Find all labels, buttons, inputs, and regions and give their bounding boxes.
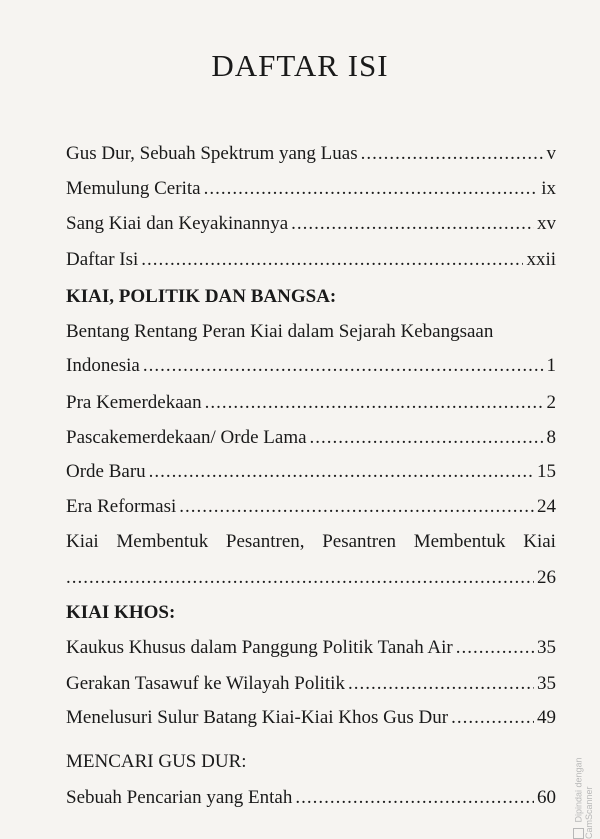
toc-entry-label: Gus Dur, Sebuah Spektrum yang Luas — [66, 143, 358, 164]
page-title: DAFTAR ISI — [211, 48, 389, 83]
toc-entry-page: 35 — [537, 637, 556, 658]
toc-entry[interactable] — [66, 212, 556, 236]
toc-entry-page: ix — [541, 178, 556, 199]
leader-dots — [456, 636, 534, 660]
toc-entry-label: Menelusuri Sulur Batang Kiai-Kiai Khos Gus Dur — [66, 707, 449, 728]
word: Membentuk — [116, 531, 209, 552]
section-heading: KIAI, POLITIK DAN BANGSA: — [66, 286, 337, 307]
toc-entry-page: 60 — [537, 787, 556, 808]
word: Pesantren — [322, 531, 397, 552]
toc-entry[interactable] — [66, 495, 556, 519]
leader-dots — [66, 566, 534, 590]
leader-dots — [291, 212, 534, 236]
leader-dots — [451, 706, 534, 730]
leader-dots — [204, 177, 539, 201]
scanner-watermark — [573, 720, 594, 839]
toc-entry-page: xv — [537, 213, 556, 234]
toc-entry-page: 1 — [546, 355, 556, 376]
leader-dots — [141, 248, 523, 272]
toc-entry[interactable] — [66, 460, 556, 484]
toc-entry[interactable] — [66, 566, 556, 590]
toc-entry-page: 26 — [537, 567, 556, 588]
toc-entry-label: Sang Kiai dan Keyakinannya — [66, 213, 289, 234]
word: Membentuk — [413, 531, 506, 552]
toc-entry[interactable] — [66, 672, 556, 696]
toc-entry-label: Gerakan Tasawuf ke Wilayah Politik — [66, 673, 345, 694]
toc-entry[interactable] — [66, 426, 556, 450]
leader-dots — [348, 672, 534, 696]
toc-entry-page: 24 — [537, 496, 556, 517]
toc-entry[interactable] — [66, 636, 556, 660]
toc-entry-wrapped-label[interactable] — [66, 530, 556, 554]
toc-entry[interactable] — [66, 391, 556, 415]
toc-entry-label: Memulung Cerita — [66, 178, 201, 199]
toc-entry[interactable] — [66, 142, 556, 166]
toc-entry-label: Sebuah Pencarian yang Entah — [66, 787, 293, 808]
toc-entry-label: Pra Kemerdekaan — [66, 392, 202, 413]
toc-entry[interactable] — [66, 248, 556, 272]
section-heading: MENCARI GUS DUR: — [66, 751, 247, 772]
toc-entry-label: Kaukus Khusus dalam Panggung Politik Tanah Air — [66, 637, 453, 658]
toc-entry[interactable] — [66, 354, 556, 378]
word: Kiai — [523, 531, 556, 552]
leader-dots — [149, 460, 534, 484]
toc-entry[interactable] — [66, 786, 556, 810]
toc-entry-page: v — [546, 143, 556, 164]
toc-entry-page: 15 — [537, 461, 556, 482]
leader-dots — [205, 391, 544, 415]
leader-dots — [310, 426, 544, 450]
toc-entry-wrapped-label[interactable]: Bentang Rentang Peran Kiai dalam Sejarah Kebangsaan — [66, 321, 494, 342]
camscanner-icon — [573, 828, 584, 839]
word: Pesantren, — [225, 531, 305, 552]
leader-dots — [143, 354, 544, 378]
toc-entry-label: Orde Baru — [66, 461, 146, 482]
toc-entry-page: 35 — [537, 673, 556, 694]
leader-dots — [295, 786, 534, 810]
section-heading: KIAI KHOS: — [66, 602, 176, 623]
leader-dots — [361, 142, 544, 166]
toc-entry-page: xxii — [526, 249, 556, 270]
word: Kiai — [66, 531, 99, 552]
watermark-text: Dipindai dengan CamScanner — [573, 757, 594, 839]
toc-entry-label: Daftar Isi — [66, 249, 139, 270]
toc-entry[interactable] — [66, 177, 556, 201]
toc-entry-label: Pascakemerdekaan/ Orde Lama — [66, 427, 307, 448]
toc-entry-page: 8 — [546, 427, 556, 448]
leader-dots — [179, 495, 534, 519]
toc-entry-label: Indonesia — [66, 355, 140, 376]
toc-entry-page: 2 — [546, 392, 556, 413]
toc-entry-page: 49 — [537, 707, 556, 728]
toc-entry[interactable] — [66, 706, 556, 730]
toc-entry-label: Era Reformasi — [66, 496, 177, 517]
